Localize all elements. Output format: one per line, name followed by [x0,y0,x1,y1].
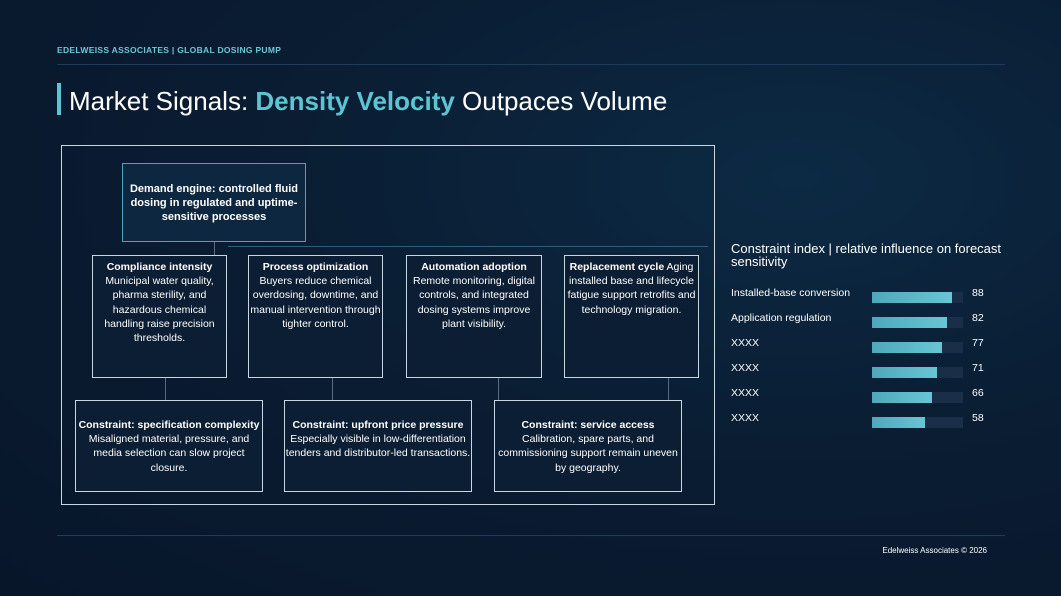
footer-divider [57,535,1005,536]
bar-row [731,387,1031,401]
bar-label: XXXX [731,362,760,374]
bar-track [872,392,963,403]
driver-box-compliance [92,255,227,378]
driver-box-process [248,255,383,378]
separator-line [228,246,708,247]
kicker-label: EDELWEISS ASSOCIATES | GLOBAL DOSING PUMP [57,45,282,55]
bar [872,317,947,328]
bar-row [731,287,1031,301]
constraint-title: Constraint: service access [521,419,655,431]
bar [872,342,942,353]
constraint-box-specification [75,400,263,492]
constraint-text: Misaligned material, pressure, and media selection can slow project closure. [88,433,250,474]
bar-value: 82 [972,312,984,324]
bar-label: Installed-base conversion [731,287,851,299]
driver-box-automation [406,255,542,378]
driver-box-replacement [564,255,699,378]
constraint-box-price [284,400,472,492]
title-accent-bar [57,83,61,115]
bar-track [872,292,963,303]
bar-row [731,312,1031,326]
driver-text: Remote monitoring, digital controls, and integrated dosing systems improve plant visibility. [413,275,535,330]
bar-label: Application regulation [731,312,832,324]
bar [872,392,932,403]
title-highlight: Density Velocity [255,86,455,116]
chart-title: Constraint index | relative influence on forecast sensitivity [731,241,1002,269]
bar-value: 58 [972,412,984,424]
bar-track [872,417,963,428]
demand-engine-text: Demand engine: controlled fluid dosing in regulated and uptime-sensitive processes [129,182,299,223]
bar-value: 88 [972,287,984,299]
bar [872,292,952,303]
bar-track [872,317,963,328]
bar-value: 71 [972,362,984,374]
demand-engine-box [122,163,306,242]
page-title [69,86,667,117]
header-divider [57,64,1005,65]
constraint-title: Constraint: upfront price pressure [292,419,464,431]
driver-text: Municipal water quality, pharma sterility, and hazardous chemical handling raise precision thresholds. [104,275,215,345]
bar [872,417,925,428]
bar-value: 77 [972,337,984,349]
bar-row [731,337,1031,351]
driver-title: Replacement cycle [569,261,665,273]
bar-track [872,342,963,353]
bar-track [872,367,963,378]
bar-label: XXXX [731,387,760,399]
bar-label: XXXX [731,412,760,424]
constraint-text: Calibration, spare parts, and commissioning support remain uneven by geography. [498,433,678,474]
constraint-title: Constraint: specification complexity [78,419,260,431]
footer-text: Edelweiss Associates © 2026 [882,546,987,555]
bar-value: 66 [972,387,984,399]
driver-title: Process optimization [262,261,369,273]
driver-text: Buyers reduce chemical overdosing, downtime, and manual intervention through tighter control. [250,275,381,330]
driver-title: Compliance intensity [106,261,213,273]
title-prefix: Market Signals: [69,86,256,116]
title-suffix: Outpaces Volume [454,86,668,116]
bar-row [731,412,1031,426]
bar [872,367,937,378]
driver-text: Aging installed base and lifecycle fatigue support retrofits and technology migration. [567,261,696,316]
constraint-text: Especially visible in low-differentiation tenders and distributor-led transactions. [285,433,471,460]
constraint-box-service [494,400,682,492]
bar-label: XXXX [731,337,760,349]
bar-row [731,362,1031,376]
driver-title: Automation adoption [421,261,527,273]
